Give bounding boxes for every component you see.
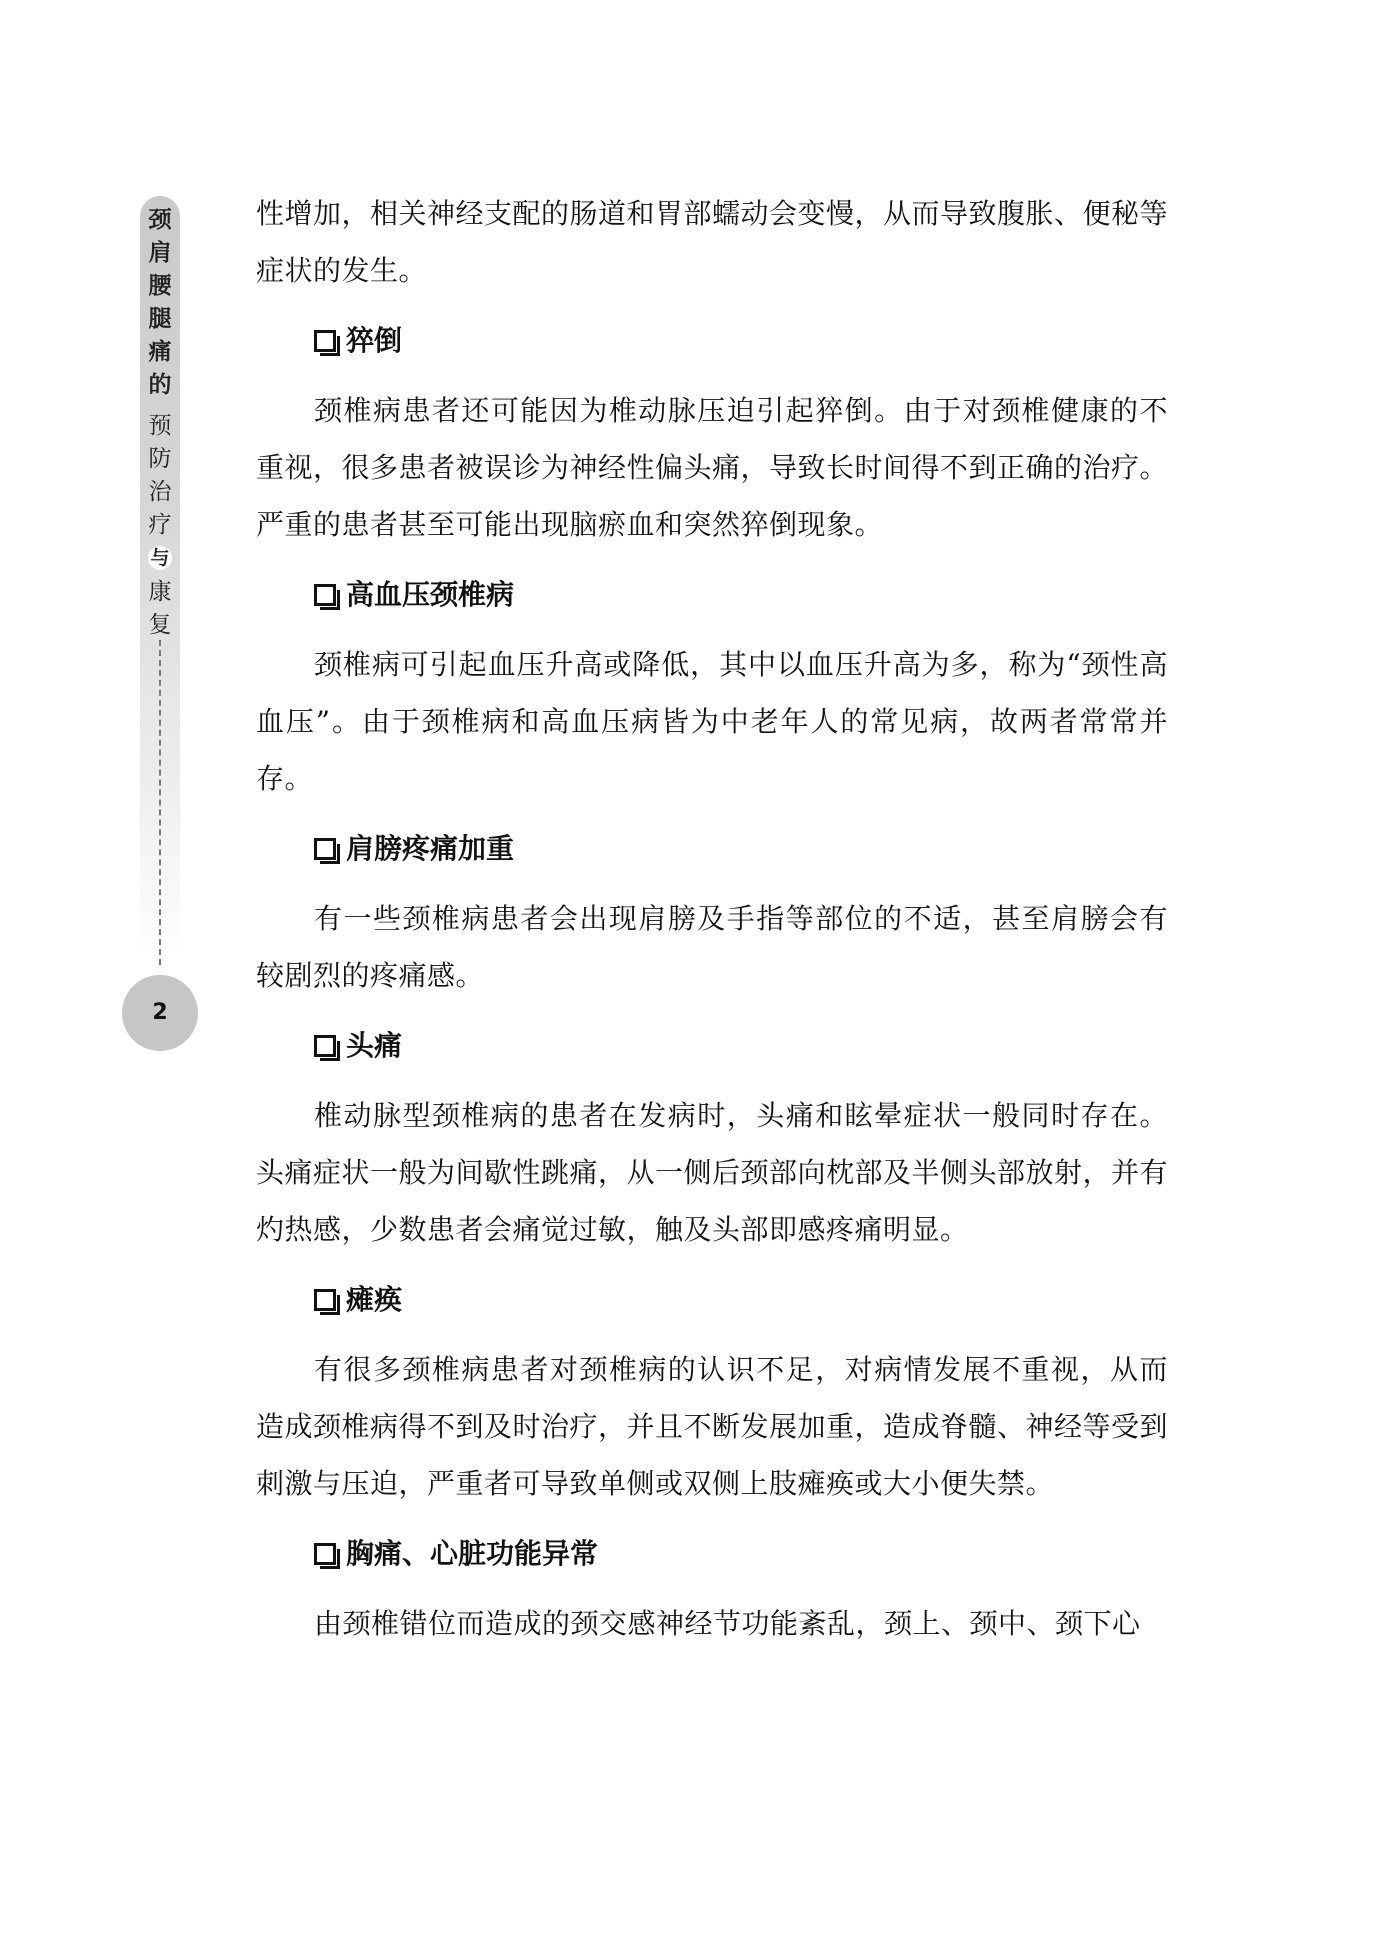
section-heading-text: 瘫痪 [346, 1283, 403, 1316]
paragraph: 有很多颈椎病患者对颈椎病的认识不足，对病情发展不重视，从而造成颈椎病得不到及时治疗，并且不断发展加重，造成脊髓、神经等受到刺激与压迫，严重者可导致单侧或双侧上肢瘫痪或大小便失禁。 [256, 1353, 1169, 1500]
running-title-char: 治 [148, 479, 172, 505]
section-heading [256, 1017, 1168, 1074]
checkbox-bullet-icon [314, 1289, 336, 1311]
running-title-char: 腿 [148, 306, 172, 332]
checkbox-bullet-icon [314, 1543, 336, 1565]
page-number: 2 [122, 975, 198, 1051]
paragraph: 由颈椎错位而造成的颈交感神经节功能紊乱，颈上、颈中、颈下心 [314, 1607, 1141, 1640]
paragraph: 有一些颈椎病患者会出现肩膀及手指等部位的不适，甚至肩膀会有较剧烈的疼痛感。 [256, 902, 1168, 992]
paragraph: 颈椎病患者还可能因为椎动脉压迫引起猝倒。由于对颈椎健康的不重视，很多患者被误诊为神经性偏头痛，导致长时间得不到正确的治疗。严重的患者甚至可能出现脑瘀血和突然猝倒现象。 [256, 394, 1169, 541]
running-title-char: 防 [148, 446, 172, 472]
running-title-char: 复 [148, 612, 172, 638]
section-heading-text: 头痛 [346, 1029, 403, 1062]
running-title [140, 204, 180, 642]
checkbox-bullet-icon [314, 1035, 336, 1057]
running-title-char: 的 [148, 372, 172, 398]
section-heading [256, 566, 1168, 623]
page-body [256, 185, 1168, 1652]
section-heading [256, 312, 1168, 369]
running-title-char: 颈 [148, 207, 172, 233]
checkbox-bullet-icon [314, 330, 336, 352]
section-heading-text: 肩膀疼痛加重 [346, 832, 515, 865]
running-title-char: 预 [148, 413, 172, 439]
section-heading [256, 820, 1168, 877]
section-heading [256, 1271, 1168, 1328]
running-title-separator: 与 [148, 546, 172, 570]
checkbox-bullet-icon [314, 838, 336, 860]
section-heading-text: 猝倒 [346, 324, 403, 357]
section-heading-text: 高血压颈椎病 [346, 578, 515, 611]
paragraph: 颈椎病可引起血压升高或降低，其中以血压升高为多，称为“颈性高血压”。由于颈椎病和高血压病皆为中老年人的常见病，故两者常常并存。 [256, 648, 1168, 795]
running-title-char: 疗 [148, 512, 172, 538]
section-heading-text: 胸痛、心脏功能异常 [346, 1537, 599, 1570]
paragraph: 椎动脉型颈椎病的患者在发病时，头痛和眩晕症状一般同时存在。头痛症状一般为间歇性跳痛，从一侧后颈部向枕部及半侧头部放射，并有灼热感，少数患者会痛觉过敏，触及头部即感疼痛明显。 [256, 1099, 1169, 1246]
running-title-char: 腰 [148, 273, 172, 299]
running-title-char: 康 [148, 579, 172, 605]
checkbox-bullet-icon [314, 584, 336, 606]
section-heading [256, 1525, 1168, 1582]
running-title-char: 痛 [148, 339, 172, 365]
dashed-divider [159, 640, 161, 965]
running-title-char: 肩 [148, 240, 172, 266]
paragraph-continued: 性增加，相关神经支配的肠道和胃部蠕动会变慢，从而导致腹胀、便秘等症状的发生。 [256, 197, 1169, 287]
